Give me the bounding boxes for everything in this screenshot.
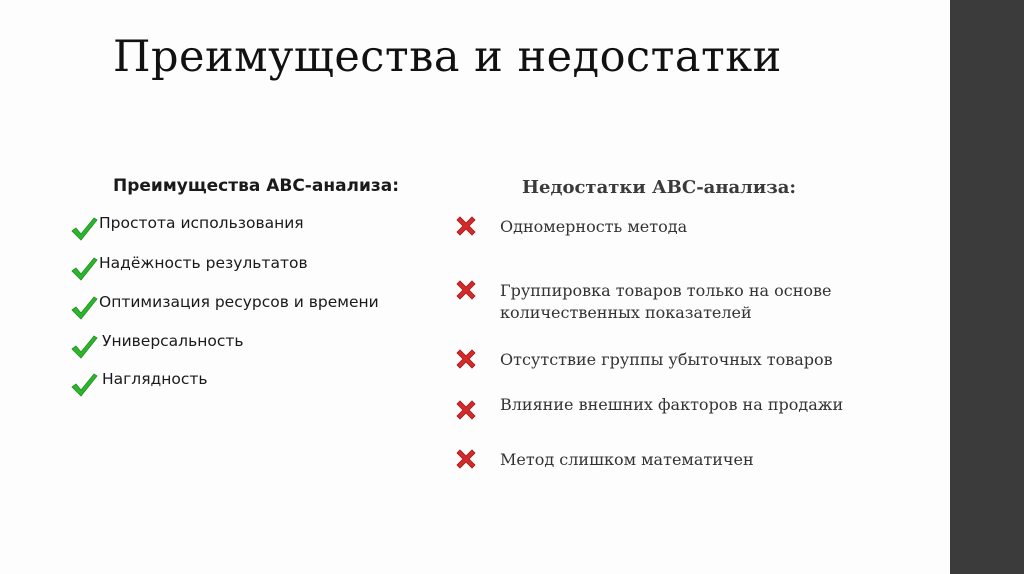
check-icon xyxy=(70,334,98,360)
advantage-label: Простота использования xyxy=(99,214,304,232)
slide-title: Преимущества и недостатки xyxy=(113,32,782,82)
advantages-heading: Преимущества АВС-анализа: xyxy=(113,176,400,196)
disadvantage-label: Группировка товаров только на основе количественных показателей xyxy=(500,281,832,322)
check-icon xyxy=(70,372,98,398)
disadvantage-label: Влияние внешних факторов на продажи xyxy=(500,395,844,414)
cross-icon xyxy=(454,447,478,471)
disadvantages-heading: Недостатки АВС-анализа: xyxy=(522,177,797,198)
advantage-label: Наглядность xyxy=(102,370,208,388)
advantage-item xyxy=(70,370,410,400)
advantage-item xyxy=(70,332,410,362)
cross-icon xyxy=(454,398,478,422)
cross-icon xyxy=(454,214,478,238)
dark-side-panel xyxy=(950,0,1024,574)
advantage-item xyxy=(70,293,410,323)
advantage-item xyxy=(70,254,410,284)
disadvantage-label: Отсутствие группы убыточных товаров xyxy=(500,350,833,369)
cross-icon xyxy=(454,347,478,371)
disadvantage-label: Метод слишком математичен xyxy=(500,450,754,469)
check-icon xyxy=(70,256,98,282)
check-icon xyxy=(70,216,98,242)
check-icon xyxy=(70,295,98,321)
cross-icon xyxy=(454,278,478,302)
disadvantage-label: Одномерность метода xyxy=(500,217,688,236)
advantage-item xyxy=(70,214,410,244)
advantage-label: Надёжность результатов xyxy=(99,254,308,272)
advantage-label: Универсальность xyxy=(102,332,244,350)
advantage-label: Оптимизация ресурсов и времени xyxy=(99,293,379,311)
